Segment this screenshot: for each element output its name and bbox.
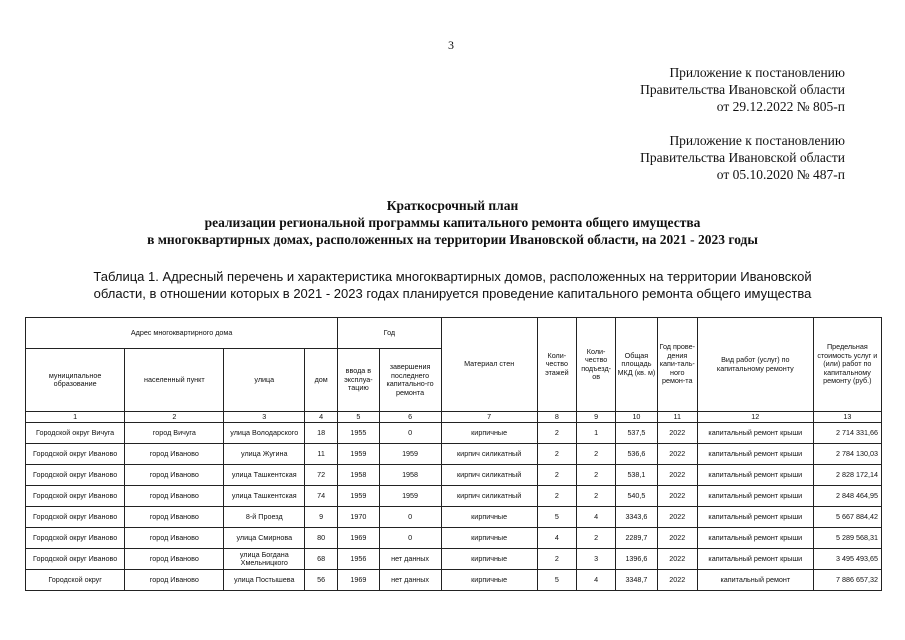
- cell-entrances: 1: [576, 423, 615, 444]
- cell-municipality: Городской округ Иваново: [26, 507, 125, 528]
- column-number: 12: [697, 412, 813, 423]
- cell-year-built: 1970: [338, 507, 379, 528]
- column-number: 3: [224, 412, 305, 423]
- cell-cost: 2 784 130,03: [813, 444, 881, 465]
- cell-street: улица Богдана Хмельницкого: [224, 549, 305, 570]
- cell-street: улица Ташкентская: [224, 465, 305, 486]
- cell-year-repair: 1959: [379, 444, 441, 465]
- cell-year-repair: 0: [379, 507, 441, 528]
- cell-cost: 5 667 884,42: [813, 507, 881, 528]
- cell-year-repair: 0: [379, 423, 441, 444]
- cell-house: 9: [305, 507, 338, 528]
- table-row: [26, 549, 882, 570]
- table-row: [26, 507, 882, 528]
- cell-year-built: 1959: [338, 486, 379, 507]
- column-number: 10: [616, 412, 657, 423]
- header-year-group: Год: [338, 318, 441, 349]
- cell-material: кирпичные: [441, 528, 537, 549]
- column-number: 7: [441, 412, 537, 423]
- cell-material: кирпич силикатный: [441, 465, 537, 486]
- header-house: дом: [305, 349, 338, 412]
- cell-entrances: 4: [576, 507, 615, 528]
- cell-house: 11: [305, 444, 338, 465]
- appendix-header-1: [640, 64, 845, 115]
- cell-entrances: 2: [576, 465, 615, 486]
- cell-settlement: город Иваново: [125, 444, 224, 465]
- column-number: 9: [576, 412, 615, 423]
- cell-plan-year: 2022: [657, 507, 697, 528]
- appendix-1-line-1: Приложение к постановлению: [669, 65, 845, 80]
- column-number: 13: [813, 412, 881, 423]
- cell-work: капитальный ремонт крыши: [697, 507, 813, 528]
- appendix-header-2: [640, 132, 845, 183]
- cell-year-repair: 1959: [379, 486, 441, 507]
- cell-year-built: 1955: [338, 423, 379, 444]
- cell-house: 18: [305, 423, 338, 444]
- cell-settlement: город Иваново: [125, 549, 224, 570]
- cell-work: капитальный ремонт крыши: [697, 444, 813, 465]
- table-row: [26, 423, 882, 444]
- cell-municipality: Городской округ Иваново: [26, 528, 125, 549]
- column-number: 8: [537, 412, 576, 423]
- cell-work: капитальный ремонт: [697, 570, 813, 591]
- cell-year-built: 1958: [338, 465, 379, 486]
- cell-material: кирпич силикатный: [441, 444, 537, 465]
- cell-municipality: Городской округ Иваново: [26, 465, 125, 486]
- title-line-2: реализации региональной программы капитального ремонта общего имущества: [204, 215, 701, 230]
- cell-plan-year: 2022: [657, 423, 697, 444]
- cell-plan-year: 2022: [657, 465, 697, 486]
- caption-line-1: Таблица 1. Адресный перечень и характеристика многоквартирных домов, расположенных на территории Ивановской: [93, 269, 812, 284]
- cell-plan-year: 2022: [657, 570, 697, 591]
- title-line-3: в многоквартирных домах, расположенных на территории Ивановской области, на 2021 - 2023 годы: [147, 232, 758, 247]
- cell-material: кирпичные: [441, 570, 537, 591]
- cell-house: 74: [305, 486, 338, 507]
- cell-work: капитальный ремонт крыши: [697, 423, 813, 444]
- header-wall-material: Материал стен: [441, 318, 537, 412]
- header-address-group: Адрес многоквартирного дома: [26, 318, 338, 349]
- table-caption: [40, 268, 865, 302]
- cell-material: кирпичные: [441, 549, 537, 570]
- column-number-row: [26, 412, 882, 423]
- cell-plan-year: 2022: [657, 486, 697, 507]
- cell-work: капитальный ремонт крыши: [697, 465, 813, 486]
- cell-floors: 5: [537, 507, 576, 528]
- cell-street: улица Жугина: [224, 444, 305, 465]
- cell-entrances: 3: [576, 549, 615, 570]
- cell-year-repair: нет данных: [379, 549, 441, 570]
- document-title: [0, 197, 905, 248]
- cell-area: 3343,6: [616, 507, 657, 528]
- cell-area: 536,6: [616, 444, 657, 465]
- cell-entrances: 2: [576, 486, 615, 507]
- cell-year-built: 1956: [338, 549, 379, 570]
- cell-house: 72: [305, 465, 338, 486]
- cell-settlement: город Иваново: [125, 465, 224, 486]
- cell-plan-year: 2022: [657, 444, 697, 465]
- cell-settlement: город Вичуга: [125, 423, 224, 444]
- cell-floors: 2: [537, 486, 576, 507]
- page-number: 3: [448, 38, 454, 52]
- column-number: 5: [338, 412, 379, 423]
- cell-settlement: город Иваново: [125, 528, 224, 549]
- caption-line-2: области, в отношении которых в 2021 - 2023 годах планируется проведение капитального ремонта общего имущества: [93, 286, 812, 301]
- cell-street: 8-й Проезд: [224, 507, 305, 528]
- header-entrances: Коли-чество подъезд-ов: [576, 318, 615, 412]
- cell-settlement: город Иваново: [125, 486, 224, 507]
- header-settlement: населенный пункт: [125, 349, 224, 412]
- cell-area: 538,1: [616, 465, 657, 486]
- cell-municipality: Городской округ Иваново: [26, 549, 125, 570]
- table-body: [26, 423, 882, 591]
- cell-area: 537,5: [616, 423, 657, 444]
- appendix-2-line-3: от 05.10.2020 № 487-п: [716, 167, 845, 182]
- cell-material: кирпичные: [441, 507, 537, 528]
- header-floors: Коли-чество этажей: [537, 318, 576, 412]
- appendix-1-line-3: от 29.12.2022 № 805-п: [716, 99, 845, 114]
- cell-cost: 2 714 331,66: [813, 423, 881, 444]
- cell-year-repair: 0: [379, 528, 441, 549]
- cell-floors: 2: [537, 444, 576, 465]
- cell-house: 80: [305, 528, 338, 549]
- column-number: 4: [305, 412, 338, 423]
- appendix-2-line-1: Приложение к постановлению: [669, 133, 845, 148]
- cell-cost: 2 828 172,14: [813, 465, 881, 486]
- table-row: [26, 486, 882, 507]
- cell-floors: 2: [537, 465, 576, 486]
- cell-year-built: 1969: [338, 528, 379, 549]
- cell-cost: 5 289 568,31: [813, 528, 881, 549]
- cell-floors: 5: [537, 570, 576, 591]
- header-area: Общая площадь МКД (кв. м): [616, 318, 657, 412]
- cell-area: 2289,7: [616, 528, 657, 549]
- table-row: [26, 528, 882, 549]
- cell-year-built: 1959: [338, 444, 379, 465]
- cell-settlement: город Иваново: [125, 507, 224, 528]
- cell-entrances: 2: [576, 444, 615, 465]
- title-line-1: Краткосрочный план: [386, 198, 519, 213]
- housing-repair-table: [25, 317, 882, 591]
- cell-entrances: 4: [576, 570, 615, 591]
- header-year-commission: ввода в эксплуа-тацию: [338, 349, 379, 412]
- cell-cost: 7 886 657,32: [813, 570, 881, 591]
- cell-floors: 2: [537, 549, 576, 570]
- cell-area: 3348,7: [616, 570, 657, 591]
- cell-house: 56: [305, 570, 338, 591]
- cell-entrances: 2: [576, 528, 615, 549]
- cell-work: капитальный ремонт крыши: [697, 486, 813, 507]
- cell-work: капитальный ремонт крыши: [697, 549, 813, 570]
- cell-year-repair: нет данных: [379, 570, 441, 591]
- column-number: 2: [125, 412, 224, 423]
- cell-municipality: Городской округ Иваново: [26, 486, 125, 507]
- cell-cost: 3 495 493,65: [813, 549, 881, 570]
- cell-settlement: город Иваново: [125, 570, 224, 591]
- header-repair-year: Год прове-дения капи-таль-ного ремон-та: [657, 318, 697, 412]
- header-max-cost: Предельная стоимость услуг и (или) работ по капитальному ремонту (руб.): [813, 318, 881, 412]
- column-number: 1: [26, 412, 125, 423]
- header-street: улица: [224, 349, 305, 412]
- cell-street: улица Ташкентская: [224, 486, 305, 507]
- appendix-2-line-2: Правительства Ивановской области: [640, 150, 845, 165]
- cell-floors: 4: [537, 528, 576, 549]
- cell-cost: 2 848 464,95: [813, 486, 881, 507]
- cell-floors: 2: [537, 423, 576, 444]
- cell-material: кирпичные: [441, 423, 537, 444]
- cell-house: 68: [305, 549, 338, 570]
- cell-material: кирпич силикатный: [441, 486, 537, 507]
- header-work-type: Вид работ (услуг) по капитальному ремонту: [697, 318, 813, 412]
- header-year-last-repair: завершения последнего капитально-го ремонта: [379, 349, 441, 412]
- table-row: [26, 444, 882, 465]
- cell-street: улица Смирнова: [224, 528, 305, 549]
- cell-street: улица Володарского: [224, 423, 305, 444]
- table-row: [26, 570, 882, 591]
- cell-year-repair: 1958: [379, 465, 441, 486]
- column-number: 6: [379, 412, 441, 423]
- cell-work: капитальный ремонт крыши: [697, 528, 813, 549]
- cell-plan-year: 2022: [657, 528, 697, 549]
- table-row: [26, 465, 882, 486]
- cell-municipality: Городской округ Вичуга: [26, 423, 125, 444]
- cell-year-built: 1969: [338, 570, 379, 591]
- column-number: 11: [657, 412, 697, 423]
- cell-area: 540,5: [616, 486, 657, 507]
- cell-street: улица Постышева: [224, 570, 305, 591]
- header-municipality: муниципальное образование: [26, 349, 125, 412]
- cell-area: 1396,6: [616, 549, 657, 570]
- appendix-1-line-2: Правительства Ивановской области: [640, 82, 845, 97]
- cell-municipality: Городской округ: [26, 570, 125, 591]
- cell-municipality: Городской округ Иваново: [26, 444, 125, 465]
- cell-plan-year: 2022: [657, 549, 697, 570]
